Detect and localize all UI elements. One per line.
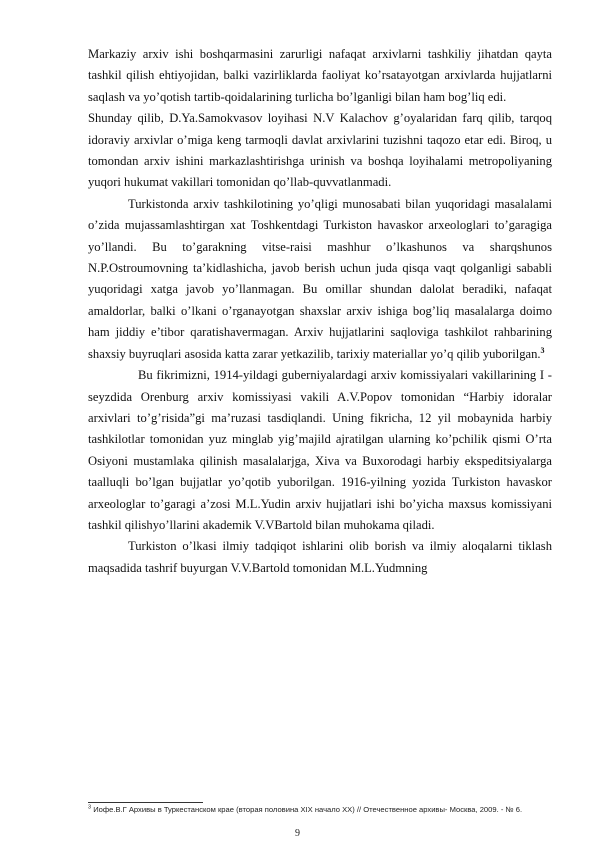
paragraph-4: Bu fikrimizni, 1914-yildagi guberniyalardagi arxiv komissiyalari vakillarining I - seyzdida Orenburg arxiv komissiyasi vakili A.V.Popov tomonidan “Harbiy idoralar arxivlari to’g’risida”gi ma’ruzasi tasdiqlandi. Uning fikricha, 12 yil mobaynida harbiy tashkilotlar tomonidan yuz minglab yig’majild ajratilgan ularning ko’pchilik qismi O’rta Osiyoni mustamlaka qilinish masalalarjga, Xiva va Buxorodagi harbiy ekspeditsiyalarga taalluqli bo’lgan bujjatlar yo’qotib yuborilgan. 1916-yilning yozida Turkiston havaskor arxeologlar to’garagi a’zosi M.L.Yudin arxiv hujjatlari ishi bo’yicha maxsus komissiyani tashkil qilishyo’llarini akademik V.VBartold bilan muhokama qiladi. bbox=[88, 368, 552, 532]
footnote-text: Иофе.В.Г Архивы в Туркестанском крае (вторая половина XIX начало XX) // Отечественное архивы- Москва, 2009. - № 6. bbox=[93, 805, 523, 814]
footnote-marker: 3 bbox=[88, 804, 92, 811]
footnote bbox=[88, 805, 558, 816]
body-text bbox=[88, 44, 552, 579]
paragraph-1: Markaziy arxiv ishi boshqarmasini zarurligi nafaqat arxivlarni tashkiliy jihatdan qayta tashkil qilish ehtiyojidan, balki vazirliklarda faoliyat ko’rsatayotgan arxivlarda hujjatlarni saqlash va yo’qotish tartib-qoidalarining turlicha bo’lganligi bilan ham bog’liq edi. bbox=[88, 47, 552, 104]
page-number: 9 bbox=[295, 828, 300, 839]
paragraph-2: Shunday qilib, D.Ya.Samokvasov loyihasi N.V Kalachov g’oyalaridan farq qilib, tarqoq idoraviy arxivlar o’miga keng tarmoqli davlat arxivlarini tuzishni taqozo etar edi. Biroq, u tomondan arxiv ishini markazlashtirishga urinish va boshqa loyihalami metropoliyaning yuqori hukumat vakillari tomonidan qo’llab-quvvatlanmadi. bbox=[88, 111, 552, 190]
paragraph-5: Turkiston o’lkasi ilmiy tadqiqot ishlarini olib borish va ilmiy aloqalarni tiklash maqsadida tashrif buyurgan V.V.Bartold tomonidan M.L.Yudmning bbox=[88, 539, 552, 575]
paragraph-3-text: Turkistonda arxiv tashkilotining yo’qligi munosabati bilan yuqoridagi masalalami o’zida mujassamlashtirgan xat Toshkentdagi Turkiston havaskor arxeologlari to’garagiga yo’llandi. Bu to’garakning vitse-raisi mashhur o’lkashunos va sharqshunos N.P.Ostroumovning ta’kidlashicha, javob berish uchun juda qisqa vaqt qolganligi sababli yuqoridagi xatga javob yo’llanmagan. Bu omillar shundan dalolat beradiki, nafaqat amaldorlar, balki o’lkani o’rganayotgan shaxslar arxiv ishiga bog’liq masalalarga doimo ham jiddiy e’tibor qaratishavermagan. Arxiv hujjatlarini saqloviga tashkilot rahbarining shaxsiy buyruqlari asosida katta zarar yetkazilib, tarixiy materiallar yo’q qilib yuborilgan. bbox=[88, 196, 552, 361]
paragraph-3 bbox=[88, 194, 552, 365]
footnote-reference[interactable]: 3 bbox=[540, 345, 545, 355]
footnote-divider bbox=[88, 802, 203, 803]
